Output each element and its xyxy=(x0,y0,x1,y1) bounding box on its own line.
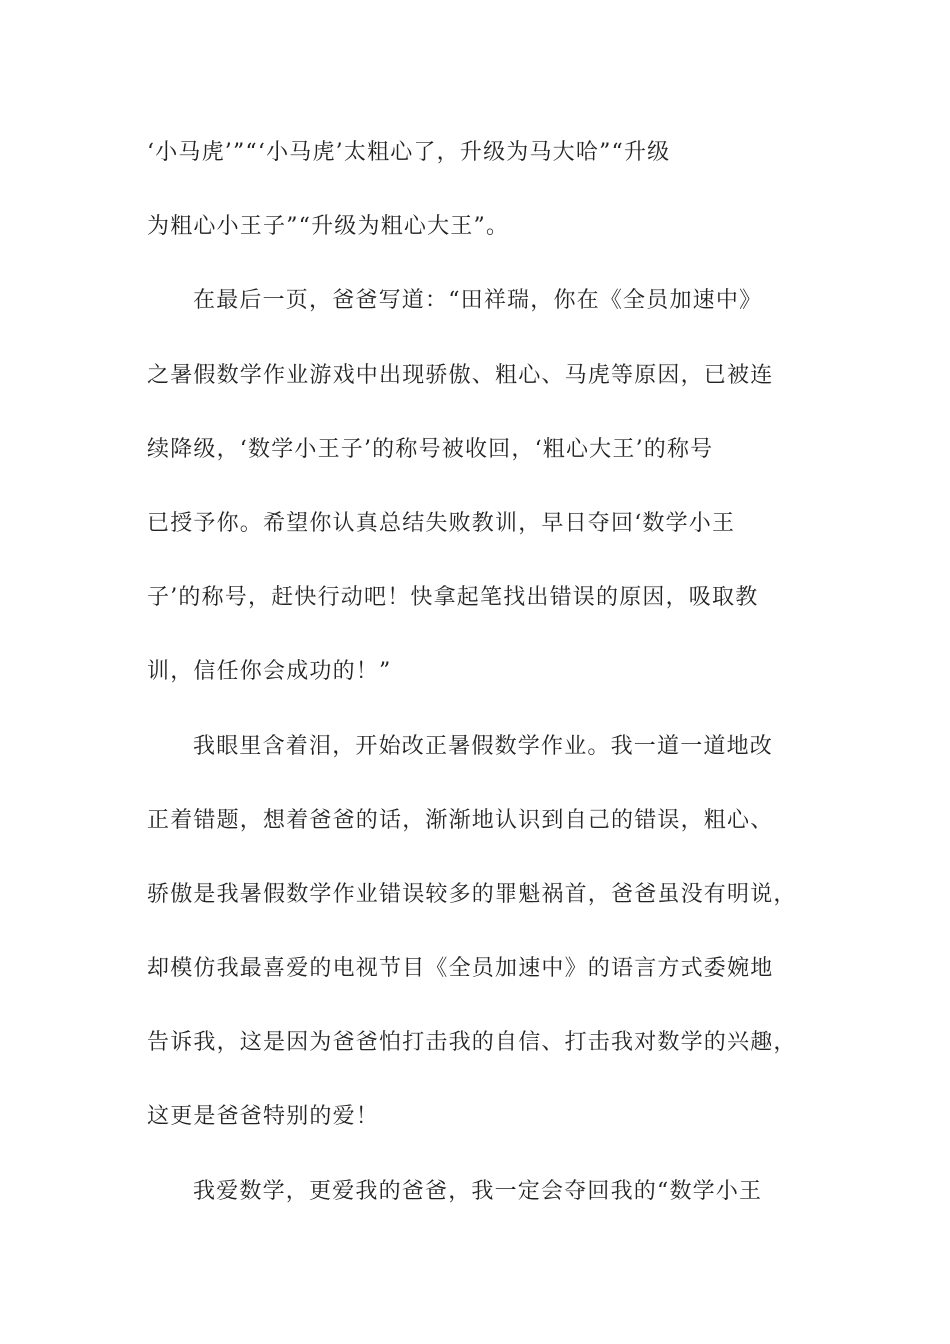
text-line: 子’的称号，赶快行动吧！快拿起笔找出错误的原因，吸取教 xyxy=(147,585,759,611)
text-line: 续降级，‘数学小王子’的称号被收回，‘粗心大王’的称号 xyxy=(147,436,714,462)
paragraph-start-line: 在最后一页，爸爸写道：“田祥瑞，你在《全员加速中》 xyxy=(193,288,763,314)
text-line: ‘小马虎’”“‘小马虎’太粗心了，升级为马大哈”“升级 xyxy=(147,140,671,165)
paragraph-start-line: 我眼里含着泪，开始改正暑假数学作业。我一道一道地改 xyxy=(193,733,774,759)
text-line: 告诉我，这是因为爸爸怕打击我的自信、打击我对数学的兴趣， xyxy=(147,1030,797,1056)
text-line: 却模仿我最喜爱的电视节目《全员加速中》的语言方式委婉地 xyxy=(147,956,774,982)
text-line: 骄傲是我暑假数学作业错误较多的罪魁祸首，爸爸虽没有明说， xyxy=(147,881,797,907)
paragraph-start-line: 我爱数学，更爱我的爸爸，我一定会夺回我的“数学小王 xyxy=(193,1178,763,1204)
text-line: 训，信任你会成功的！” xyxy=(147,659,392,685)
document-body xyxy=(147,126,807,1239)
text-line: 之暑假数学作业游戏中出现骄傲、粗心、马虎等原因，已被连 xyxy=(147,362,774,388)
text-line: 已授予你。希望你认真总结失败教训，早日夺回‘数学小王 xyxy=(147,510,736,536)
text-line: 为粗心小王子”“升级为粗心大王”。 xyxy=(147,214,510,240)
text-line: 正着错题，想着爸爸的话，渐渐地认识到自己的错误，粗心、 xyxy=(147,807,774,833)
text-line: 这更是爸爸特别的爱！ xyxy=(147,1104,380,1130)
